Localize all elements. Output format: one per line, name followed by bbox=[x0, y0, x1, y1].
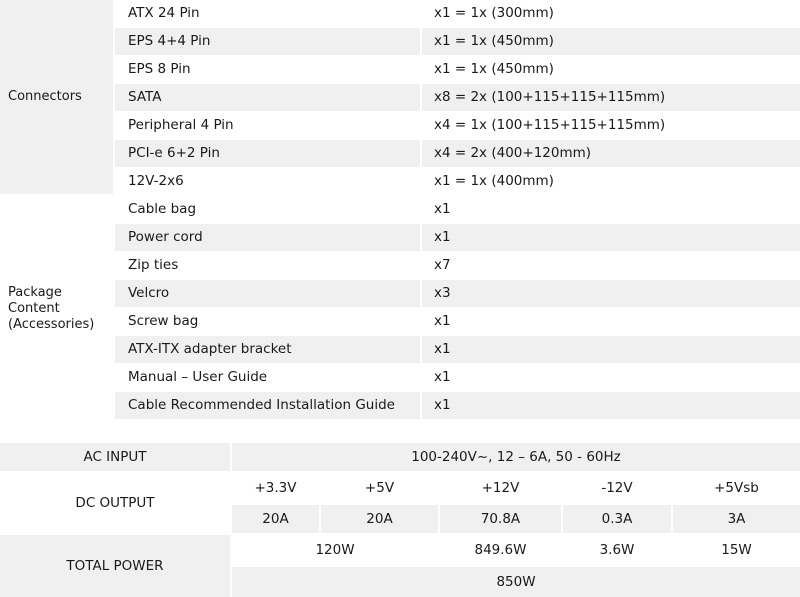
package-row bbox=[115, 224, 800, 251]
rail-current: 20A bbox=[321, 505, 438, 533]
connector-row bbox=[115, 56, 800, 83]
rail-power: 849.6W bbox=[440, 535, 561, 565]
connector-value: x1 = 1x (400mm) bbox=[422, 168, 800, 195]
rail-current: 3A bbox=[673, 505, 800, 533]
package-item-qty: x3 bbox=[422, 280, 800, 307]
rail-voltage: +12V bbox=[440, 473, 561, 503]
rail-current: 0.3A bbox=[563, 505, 671, 533]
rail-current: 70.8A bbox=[440, 505, 561, 533]
ac-input-value: 100-240V~, 12 – 6A, 50 - 60Hz bbox=[232, 443, 800, 471]
rail-voltage: +3.3V bbox=[232, 473, 319, 503]
rail-voltage: -12V bbox=[563, 473, 671, 503]
package-item-name: Velcro bbox=[115, 280, 420, 307]
package-row bbox=[115, 392, 800, 419]
rail-power: 120W bbox=[232, 535, 438, 565]
package-label-line: Content bbox=[8, 301, 60, 316]
package-item-qty: x1 bbox=[422, 308, 800, 335]
package-label-line: (Accessories) bbox=[8, 317, 95, 332]
connectors-label-text: Connectors bbox=[8, 89, 82, 104]
package-item-name: ATX-ITX adapter bracket bbox=[115, 336, 420, 363]
rail-voltage: +5Vsb bbox=[673, 473, 800, 503]
package-item-qty: x7 bbox=[422, 252, 800, 279]
package-item-name: Screw bag bbox=[115, 308, 420, 335]
package-row bbox=[115, 308, 800, 335]
connector-row bbox=[115, 28, 800, 55]
ac-input-label: AC INPUT bbox=[0, 443, 230, 471]
package-label-line: Package bbox=[8, 285, 62, 300]
connector-name: EPS 4+4 Pin bbox=[115, 28, 420, 55]
package-group bbox=[0, 196, 800, 422]
connectors-label bbox=[0, 0, 113, 194]
package-item-qty: x1 bbox=[422, 336, 800, 363]
package-row bbox=[115, 252, 800, 279]
package-item-qty: x1 bbox=[422, 224, 800, 251]
connector-name: EPS 8 Pin bbox=[115, 56, 420, 83]
rail-current: 20A bbox=[232, 505, 319, 533]
connector-name: ATX 24 Pin bbox=[115, 0, 420, 27]
package-item-name: Cable bag bbox=[115, 196, 420, 223]
connector-name: 12V-2x6 bbox=[115, 168, 420, 195]
package-item-name: Manual – User Guide bbox=[115, 364, 420, 391]
package-item-name: Zip ties bbox=[115, 252, 420, 279]
connector-row bbox=[115, 168, 800, 195]
total-power-value: 850W bbox=[232, 567, 800, 597]
connector-value: x1 = 1x (450mm) bbox=[422, 56, 800, 83]
connector-value: x8 = 2x (100+115+115+115mm) bbox=[422, 84, 800, 111]
package-row bbox=[115, 280, 800, 307]
package-row bbox=[115, 364, 800, 391]
connector-name: SATA bbox=[115, 84, 420, 111]
connector-value: x4 = 1x (100+115+115+115mm) bbox=[422, 112, 800, 139]
connectors-group bbox=[0, 0, 800, 194]
connector-value: x4 = 2x (400+120mm) bbox=[422, 140, 800, 167]
package-item-qty: x1 bbox=[422, 364, 800, 391]
rail-power: 15W bbox=[673, 535, 800, 565]
connector-value: x1 = 1x (450mm) bbox=[422, 28, 800, 55]
package-label bbox=[0, 196, 113, 422]
connector-name: PCI-e 6+2 Pin bbox=[115, 140, 420, 167]
rail-power: 3.6W bbox=[563, 535, 671, 565]
connector-row bbox=[115, 140, 800, 167]
package-row bbox=[115, 336, 800, 363]
connector-row bbox=[115, 112, 800, 139]
connector-row bbox=[115, 0, 800, 27]
total-power-label: TOTAL POWER bbox=[0, 535, 230, 597]
dc-output-label: DC OUTPUT bbox=[0, 473, 230, 533]
package-row bbox=[115, 196, 800, 223]
connector-name: Peripheral 4 Pin bbox=[115, 112, 420, 139]
connector-value: x1 = 1x (300mm) bbox=[422, 0, 800, 27]
package-item-qty: x1 bbox=[422, 196, 800, 223]
power-table bbox=[0, 443, 800, 597]
package-item-name: Power cord bbox=[115, 224, 420, 251]
package-item-name: Cable Recommended Installation Guide bbox=[115, 392, 420, 419]
connector-row bbox=[115, 84, 800, 111]
package-item-qty: x1 bbox=[422, 392, 800, 419]
rail-voltage: +5V bbox=[321, 473, 438, 503]
